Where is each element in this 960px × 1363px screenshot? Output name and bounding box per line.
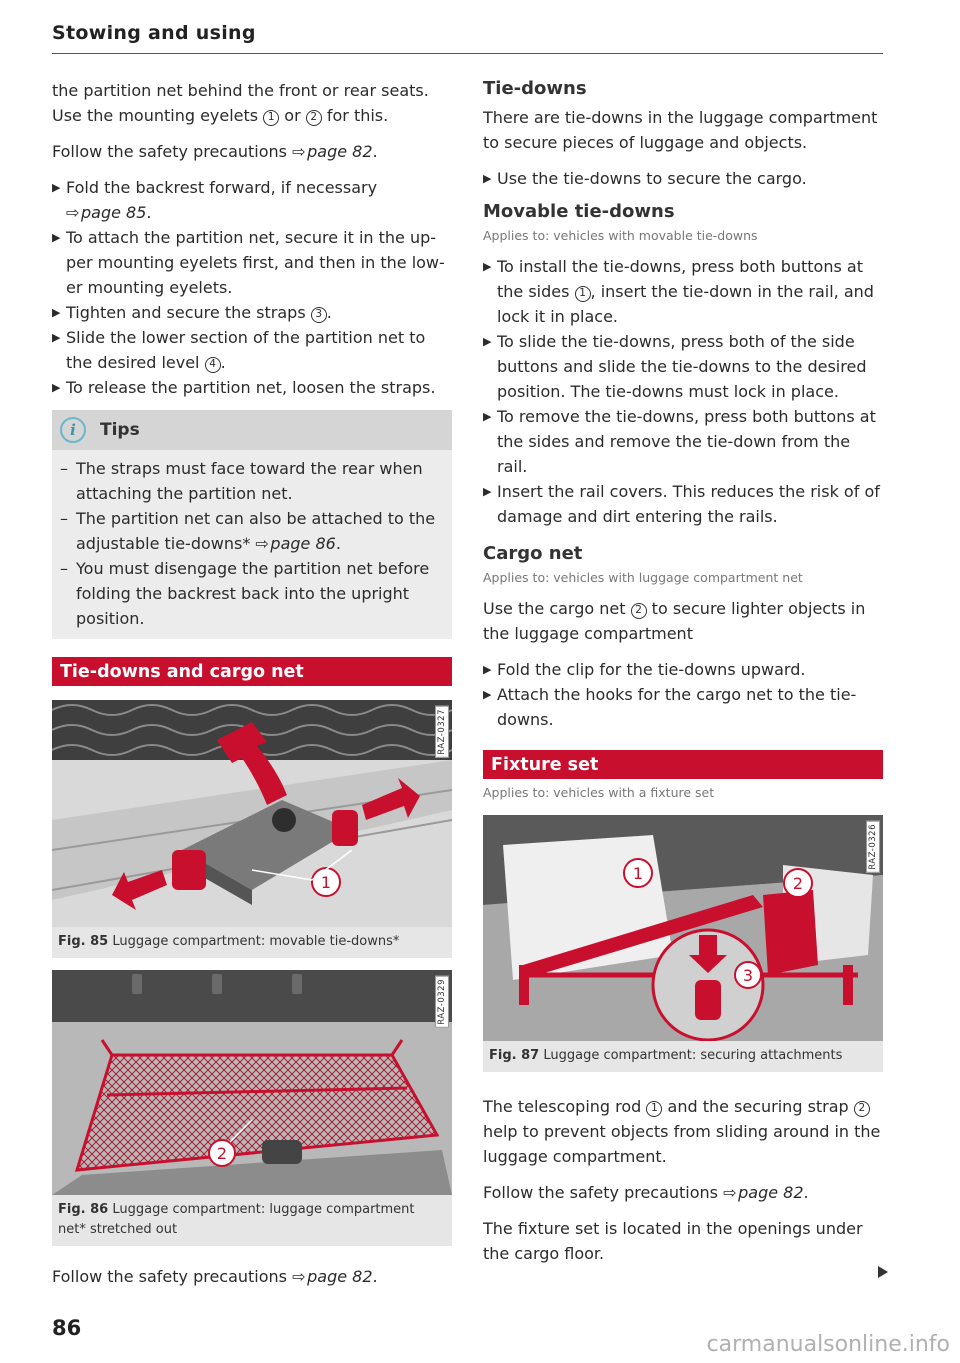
marker-1: 1: [646, 1101, 662, 1117]
bullet-arrow-icon: ▶: [52, 231, 61, 244]
bullet-arrow-icon: ▶: [52, 306, 61, 319]
tips-list: [52, 450, 452, 639]
marker-1: 1: [575, 286, 591, 302]
list-item: ▶ To attach the partition net, secure it in the up-per mounting eyelets first, and then in the low-er mounting eyelets.: [52, 225, 452, 300]
safety-precautions-text: Follow the safety precautions ⇨ page 82.: [483, 1183, 809, 1202]
callout-3: 3: [742, 966, 754, 985]
list-item: ▶ Use the tie-downs to secure the cargo.: [483, 166, 883, 191]
page-link-arrow: ⇨: [292, 142, 306, 161]
figure-caption: Fig. 86 Luggage compartment: luggage compartment net* stretched out: [52, 1195, 452, 1246]
tips-box: [52, 410, 452, 639]
page-reference-link[interactable]: page 82: [307, 142, 373, 161]
list-item: ▶ Tighten and secure the straps 3 .: [52, 300, 452, 325]
continue-arrow-icon: [878, 1266, 888, 1278]
movable-tie-downs-heading: Movable tie-downs: [483, 201, 675, 222]
bullet-arrow-icon: ▶: [52, 181, 61, 194]
list-item: – You must disengage the partition net before folding the backrest back into the upright position.: [60, 559, 430, 628]
watermark: carmanualsonline.info: [706, 1332, 950, 1357]
page-header: [52, 22, 883, 54]
bullet-arrow-icon: ▶: [52, 381, 61, 394]
figure-caption: Fig. 85 Luggage compartment: movable tie-downs*: [52, 927, 452, 958]
page-reference-link[interactable]: page 82: [307, 1267, 373, 1286]
bullet-arrow-icon: ▶: [483, 663, 492, 676]
figure-code: RAZ-0329: [435, 976, 449, 1028]
callout-1: 1: [632, 864, 644, 883]
list-item: ▶ Fold the clip for the tie-downs upward.: [483, 657, 883, 682]
movable-tie-downs-steps: [483, 254, 883, 529]
figure-86: [52, 970, 452, 1246]
callout-2: 2: [792, 874, 804, 893]
fixture-set-illustration: [483, 815, 883, 1041]
figure-caption: Fig. 87 Luggage compartment: securing attachments: [483, 1041, 883, 1072]
list-item: – The partition net can also be attached to the adjustable tie-downs* ⇨ page 86.: [60, 509, 436, 553]
safety-precautions-text: Follow the safety precautions ⇨ page 82.: [52, 142, 378, 161]
figure-code: RAZ-0326: [866, 821, 880, 873]
page-number: 86: [52, 1316, 82, 1340]
marker-2: 2: [631, 603, 647, 619]
tie-downs-steps: [483, 166, 883, 191]
left-column: [52, 78, 452, 1300]
list-item: ▶ Attach the hooks for the cargo net to the tie-downs.: [483, 682, 883, 732]
list-item: ▶ Slide the lower section of the partition net to the desired level 4 .: [52, 325, 452, 375]
applies-note: Applies to: vehicles with luggage compartment net: [483, 570, 803, 585]
tips-header: [52, 410, 452, 450]
page-reference-link[interactable]: page 82: [738, 1183, 804, 1202]
callout-1: 1: [320, 873, 332, 892]
list-item: ▶ Fold the backrest forward, if necessary ⇨ page 85.: [52, 175, 452, 225]
list-item: ▶ To slide the tie-downs, press both of the side buttons and slide the tie-downs to the desired position. The tie-downs must lock in place.: [483, 329, 883, 404]
section-banner: Fixture set: [483, 750, 883, 779]
tie-downs-text: There are tie-downs in the luggage compartment to secure pieces of luggage and objects.: [483, 108, 878, 152]
cargo-net-heading: Cargo net: [483, 543, 583, 564]
marker-4: 4: [205, 357, 221, 373]
right-column: [483, 78, 883, 1277]
page-reference-link[interactable]: page 86: [270, 534, 336, 553]
section-title: Stowing and using: [52, 22, 256, 44]
tie-downs-heading: Tie-downs: [483, 78, 587, 99]
list-item: – The straps must face toward the rear when attaching the partition net.: [60, 459, 423, 503]
tips-title: Tips: [100, 420, 140, 440]
bullet-arrow-icon: ▶: [483, 172, 492, 185]
list-item: ▶ To remove the tie-downs, press both buttons at the sides and remove the tie-down from the rail.: [483, 404, 883, 479]
tie-down-illustration: [52, 700, 452, 927]
marker-2: 2: [854, 1101, 870, 1117]
callout-2: 2: [216, 1144, 228, 1163]
figure-85: [52, 700, 452, 958]
cargo-net-text: Use the cargo net 2 to secure lighter objects in the luggage compartment: [483, 599, 866, 643]
marker-3: 3: [311, 307, 327, 323]
page-reference-link[interactable]: page 85: [81, 203, 147, 222]
bullet-arrow-icon: ▶: [483, 260, 492, 273]
info-icon: i: [60, 417, 86, 443]
safety-precautions-text: Follow the safety precautions ⇨ page 82.: [52, 1267, 378, 1286]
bullet-arrow-icon: ▶: [483, 410, 492, 423]
bullet-arrow-icon: ▶: [483, 485, 492, 498]
bullet-arrow-icon: ▶: [483, 335, 492, 348]
partition-net-steps: [52, 175, 452, 400]
bullet-arrow-icon: ▶: [483, 688, 492, 701]
marker-2: 2: [306, 110, 322, 126]
list-item: ▶ To install the tie-downs, press both buttons at the sides 1 , insert the tie-down in the rail, and lock it in place.: [483, 254, 883, 329]
figure-87: [483, 815, 883, 1072]
marker-1: 1: [263, 110, 279, 126]
applies-note: Applies to: vehicles with a fixture set: [483, 785, 715, 800]
section-banner: Tie-downs and cargo net: [52, 657, 452, 686]
cargo-net-steps: [483, 657, 883, 732]
list-item: ▶ Insert the rail covers. This reduces the risk of of damage and dirt entering the rails.: [483, 479, 883, 529]
fixture-location-text: The fixture set is located in the openings under the cargo floor.: [483, 1219, 863, 1263]
cargo-net-illustration: [52, 970, 452, 1195]
intro-paragraph: the partition net behind the front or rear seats. Use the mounting eyelets 1 or 2 for this.: [52, 81, 429, 125]
figure-code: RAZ-0327: [435, 706, 449, 758]
list-item: ▶ To release the partition net, loosen the straps.: [52, 375, 452, 400]
fixture-set-text: The telescoping rod 1 and the securing strap 2 help to prevent objects from sliding around in the luggage compartment.: [483, 1097, 881, 1166]
applies-note: Applies to: vehicles with movable tie-downs: [483, 228, 758, 243]
bullet-arrow-icon: ▶: [52, 331, 61, 344]
